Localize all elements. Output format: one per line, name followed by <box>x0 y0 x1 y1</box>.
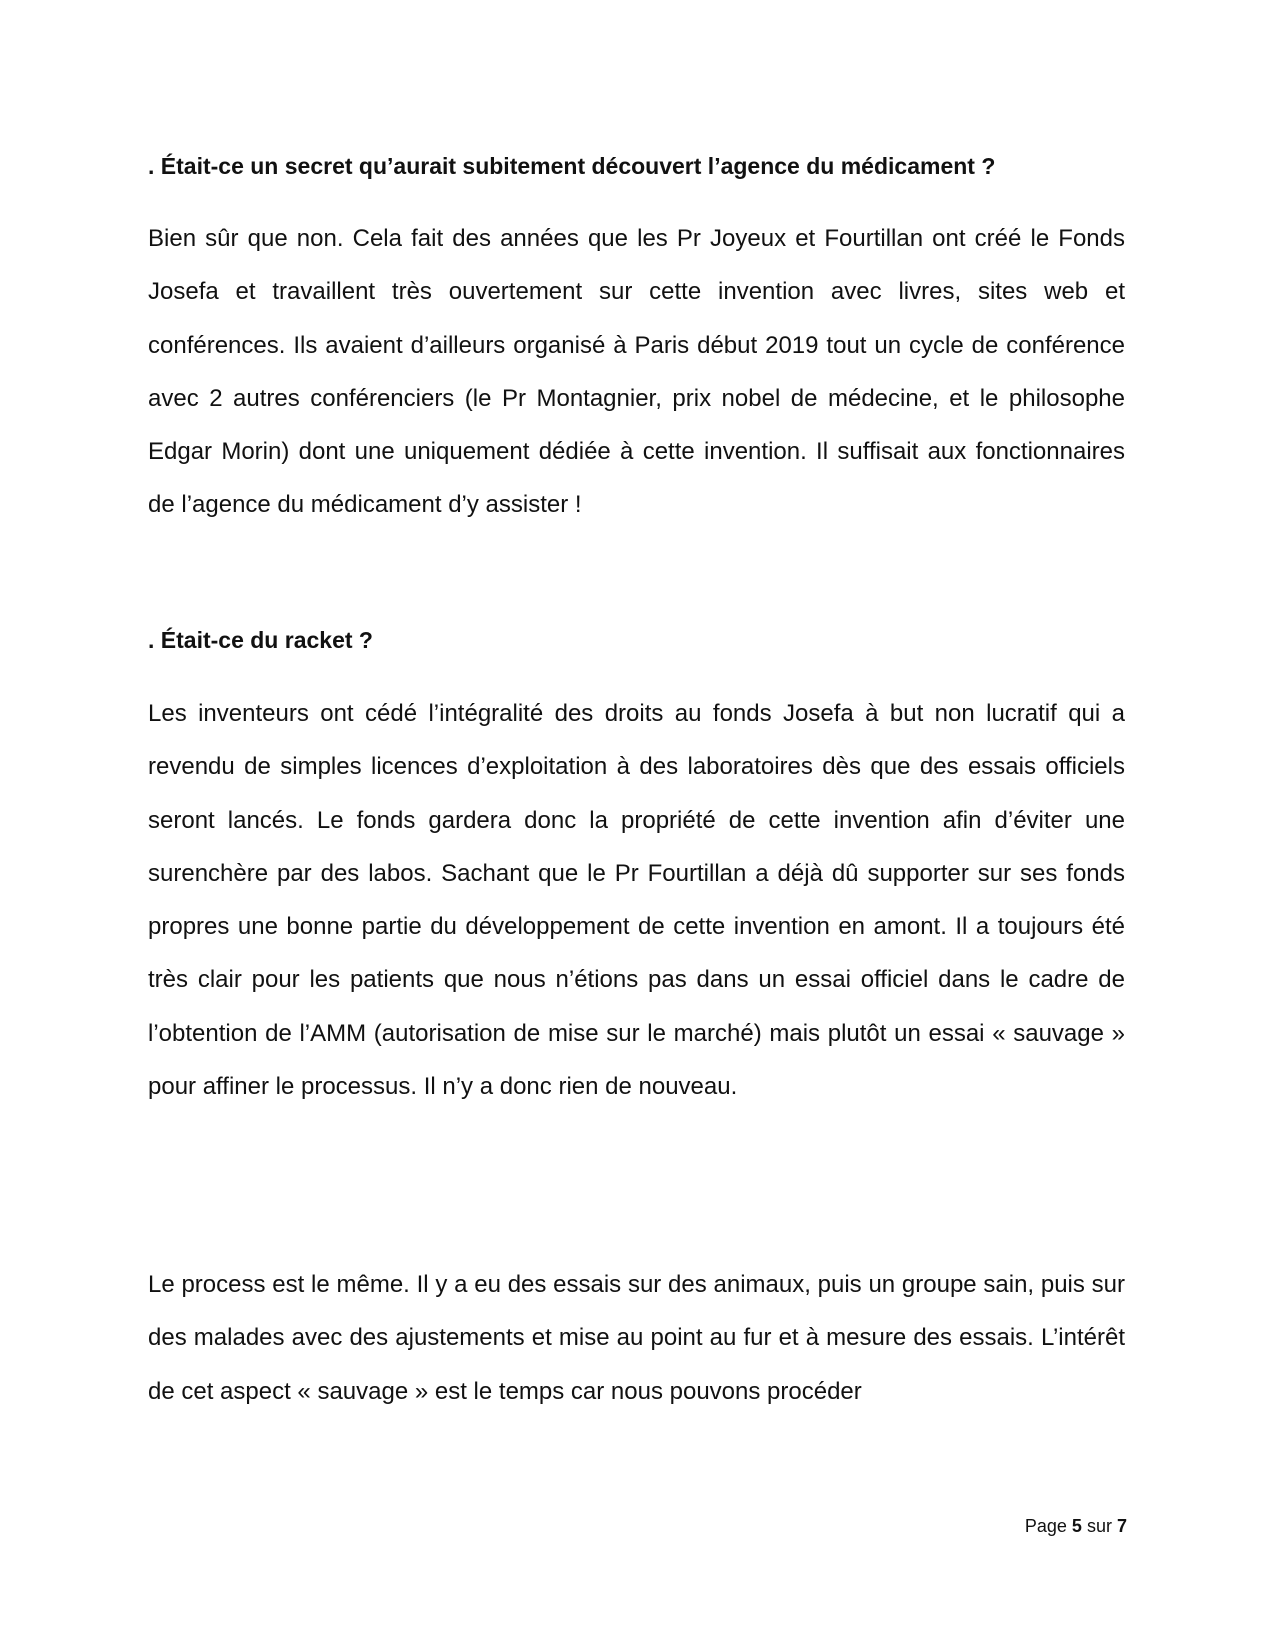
footer-of-word: sur <box>1086 1516 1112 1536</box>
section-paragraph-secret: Bien sûr que non. Cela fait des années que les Pr Joyeux et Fourtillan ont créé le Fonds Josefa et travaillent très ouvertement sur cette invention avec livres, sites web et conférences. Ils avaient d’ailleurs organisé à Paris début 2019 tout un cycle de conférence avec 2 autres conférenciers (le Pr Montagnier, prix nobel de médecine, et le philosophe Edgar Morin) dont une uniquement dédiée à cette invention. Il suffisait aux fonctionnaires de l’agence du médicament d’y assister ! <box>148 225 1125 519</box>
section-heading-racket: . Était-ce du racket ? <box>148 627 373 653</box>
footer-current-page: 5 <box>1071 1516 1082 1536</box>
footer-total-pages: 7 <box>1116 1516 1127 1536</box>
section-paragraph-process: Le process est le même. Il y a eu des essais sur des animaux, puis un groupe sain, puis sur des malades avec des ajustements et mise au point au fur et à mesure des essais. L’intérêt de cet aspect « sauvage » est le temps car nous pouvons procéder <box>148 1271 1125 1405</box>
footer-page-word: Page <box>1024 1516 1067 1536</box>
section-heading-secret: . Était-ce un secret qu’aurait subitement découvert l’agence du médicament ? <box>148 153 996 179</box>
section-paragraph-racket: Les inventeurs ont cédé l’intégralité des droits au fonds Josefa à but non lucratif qui a revendu de simples licences d’exploitation à des laboratoires dès que des essais officiels seront lancés. Le fonds gardera donc la propriété de cette invention afin d’éviter une surenchère par des labos. Sachant que le Pr Fourtillan a déjà dû supporter sur ses fonds propres une bonne partie du développement de cette invention en amont. Il a toujours été très clair pour les patients que nous n’étions pas dans un essai officiel dans le cadre de l’obtention de l’AMM (autorisation de mise sur le marché) mais plutôt un essai « sauvage » pour affiner le processus. Il n’y a donc rien de nouveau. <box>148 700 1125 1101</box>
page-footer <box>1025 1514 1127 1538</box>
